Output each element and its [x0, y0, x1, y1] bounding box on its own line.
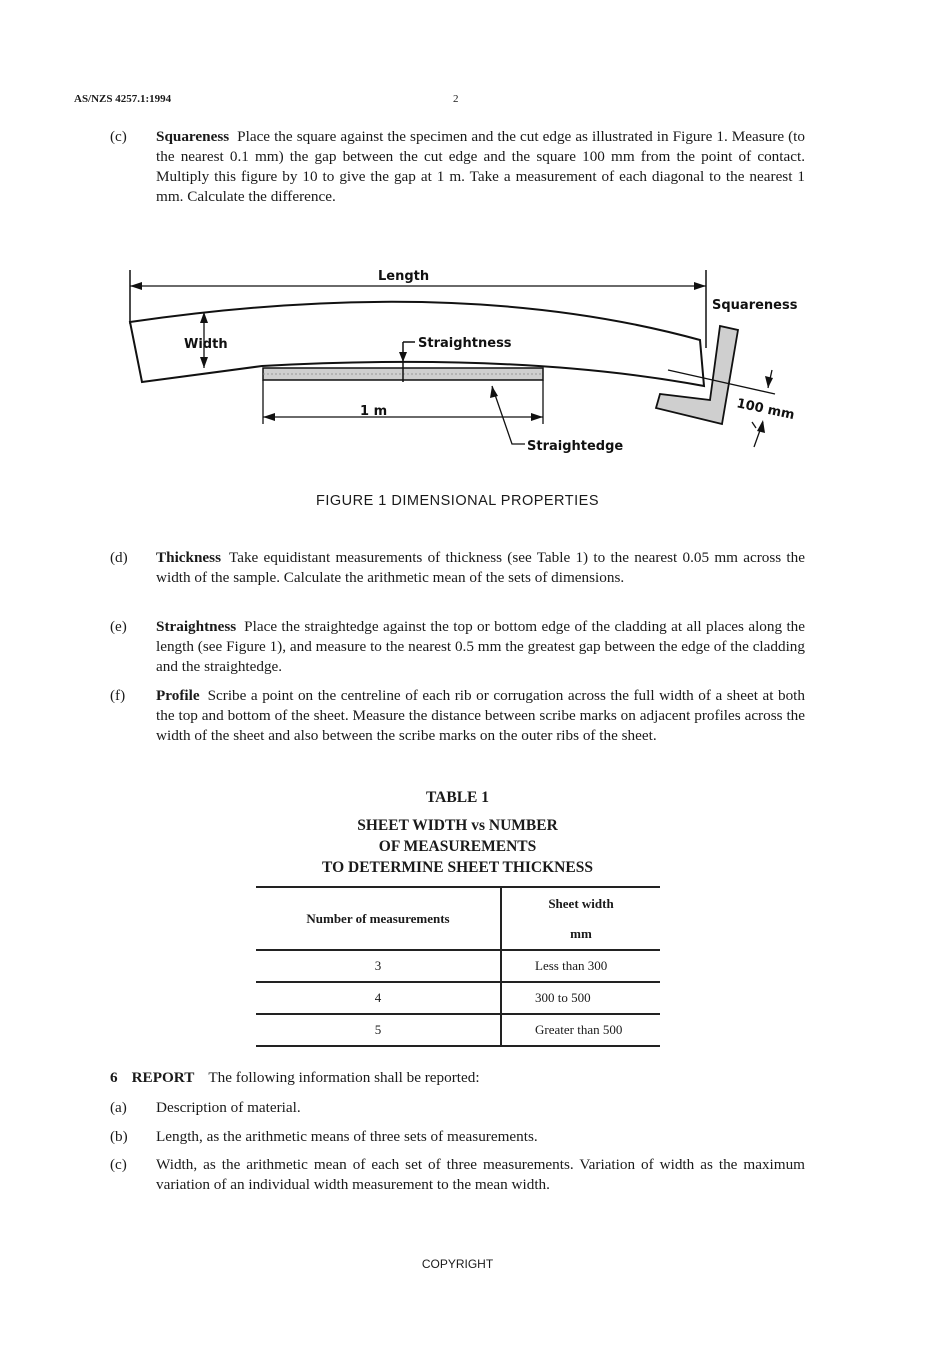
report-item-label: (b): [110, 1128, 128, 1145]
report-item-b: [110, 1127, 805, 1147]
arrowhead: [130, 282, 142, 290]
cell-measurements: 5: [256, 1014, 501, 1046]
table-title-line: TO DETERMINE SHEET THICKNESS: [322, 859, 593, 876]
sheet-width-table: [256, 886, 660, 1047]
table-title-line: SHEET WIDTH vs NUMBER: [357, 817, 558, 834]
hundred-mm-label: 100 mm: [735, 396, 796, 424]
arrowhead: [263, 413, 275, 421]
section-number: 6: [110, 1069, 118, 1086]
table-header-row: [256, 887, 660, 950]
clause-c-squareness: [110, 127, 805, 207]
one-metre-label: 1 m: [360, 404, 388, 419]
clause-heading: Thickness: [156, 549, 221, 566]
column-header-measurements: Number of measurements: [256, 887, 501, 950]
report-item-label: (c): [110, 1156, 127, 1173]
arrowhead: [694, 282, 706, 290]
section-report-heading: [110, 1069, 480, 1087]
cell-sheet-width: 300 to 500: [501, 982, 660, 1014]
width-label: Width: [184, 337, 228, 352]
copyright-footer: COPYRIGHT: [421, 1257, 494, 1271]
column-header-unit: mm: [570, 925, 592, 941]
length-label: Length: [378, 269, 430, 284]
table-row: [256, 950, 660, 982]
clause-text: Scribe a point on the centreline of each rib or corrugation across the full width of a sheet at both the top and bottom of the sheet. Measure the distance between scribe marks on adjacent profiles across the width of the sheet and also between the scribe marks on the outer ribs of the sheet.: [156, 687, 805, 744]
clause-label: (e): [110, 618, 127, 635]
section-intro: The following information shall be reported:: [208, 1069, 480, 1086]
arrowhead: [531, 413, 543, 421]
straightness-label: Straightness: [418, 336, 512, 351]
column-header-line: Sheet width: [548, 895, 614, 911]
table-row: [256, 982, 660, 1014]
table-number: TABLE 1: [425, 789, 490, 806]
report-item-text: Length, as the arithmetic means of three sets of measurements.: [156, 1128, 538, 1145]
table-row: [256, 1014, 660, 1046]
clause-e-straightness: [110, 617, 805, 677]
cell-sheet-width: Less than 300: [501, 950, 660, 982]
squareness-label: Squareness: [712, 298, 798, 313]
straightedge-label: Straightedge: [527, 439, 624, 454]
table-title-line: OF MEASUREMENTS: [378, 838, 537, 855]
clause-text: Place the square against the specimen and the cut edge as illustrated in Figure 1. Measure (to the nearest 0.1 mm) the gap between the cut edge and the square 100 mm from the point of contact. Multiply this figure by 10 to give the gap at 1 m. Take a measurement of each diagonal to the nearest 1 mm. Calculate the difference.: [156, 128, 805, 205]
clause-label: (f): [110, 687, 126, 704]
report-item-text: Width, as the arithmetic mean of each set of three measurements. Variation of width as the maximum variation of an individual width measurement to the mean width.: [156, 1156, 805, 1193]
clause-label: (d): [110, 549, 128, 566]
cell-sheet-width: Greater than 500: [501, 1014, 660, 1046]
cell-measurements: 3: [256, 950, 501, 982]
clause-text: Place the straightedge against the top or bottom edge of the cladding at all places along the length (see Figure 1), and measure to the nearest 0.5 mm the greatest gap between the edge of the cladding and the straightedge.: [156, 618, 805, 675]
report-item-label: (a): [110, 1099, 127, 1116]
clause-d-thickness: [110, 548, 805, 588]
clause-f-profile: [110, 686, 805, 746]
clause-text: Take equidistant measurements of thickness (see Table 1) to the nearest 0.05 mm across the width of the sample. Calculate the arithmetic mean of the sets of dimensions.: [156, 549, 805, 586]
clause-label: (c): [110, 128, 127, 145]
report-item-a: [110, 1098, 805, 1118]
figure-caption: FIGURE 1 DIMENSIONAL PROPERTIES: [316, 493, 599, 509]
cell-measurements: 4: [256, 982, 501, 1014]
clause-heading: Straightness: [156, 618, 237, 635]
arrowhead: [757, 420, 765, 433]
clause-heading: Squareness: [156, 128, 230, 145]
report-item-text: Description of material.: [156, 1099, 301, 1116]
standard-number: AS/NZS 4257.1:1994: [74, 93, 172, 105]
section-title: REPORT: [131, 1069, 195, 1086]
clause-heading: Profile: [156, 687, 200, 704]
arrowhead: [490, 386, 498, 398]
report-item-c: [110, 1155, 805, 1195]
figure-dimensional-properties: [120, 262, 810, 462]
column-header-sheet-width: [501, 887, 660, 950]
page-number: 2: [453, 93, 459, 105]
